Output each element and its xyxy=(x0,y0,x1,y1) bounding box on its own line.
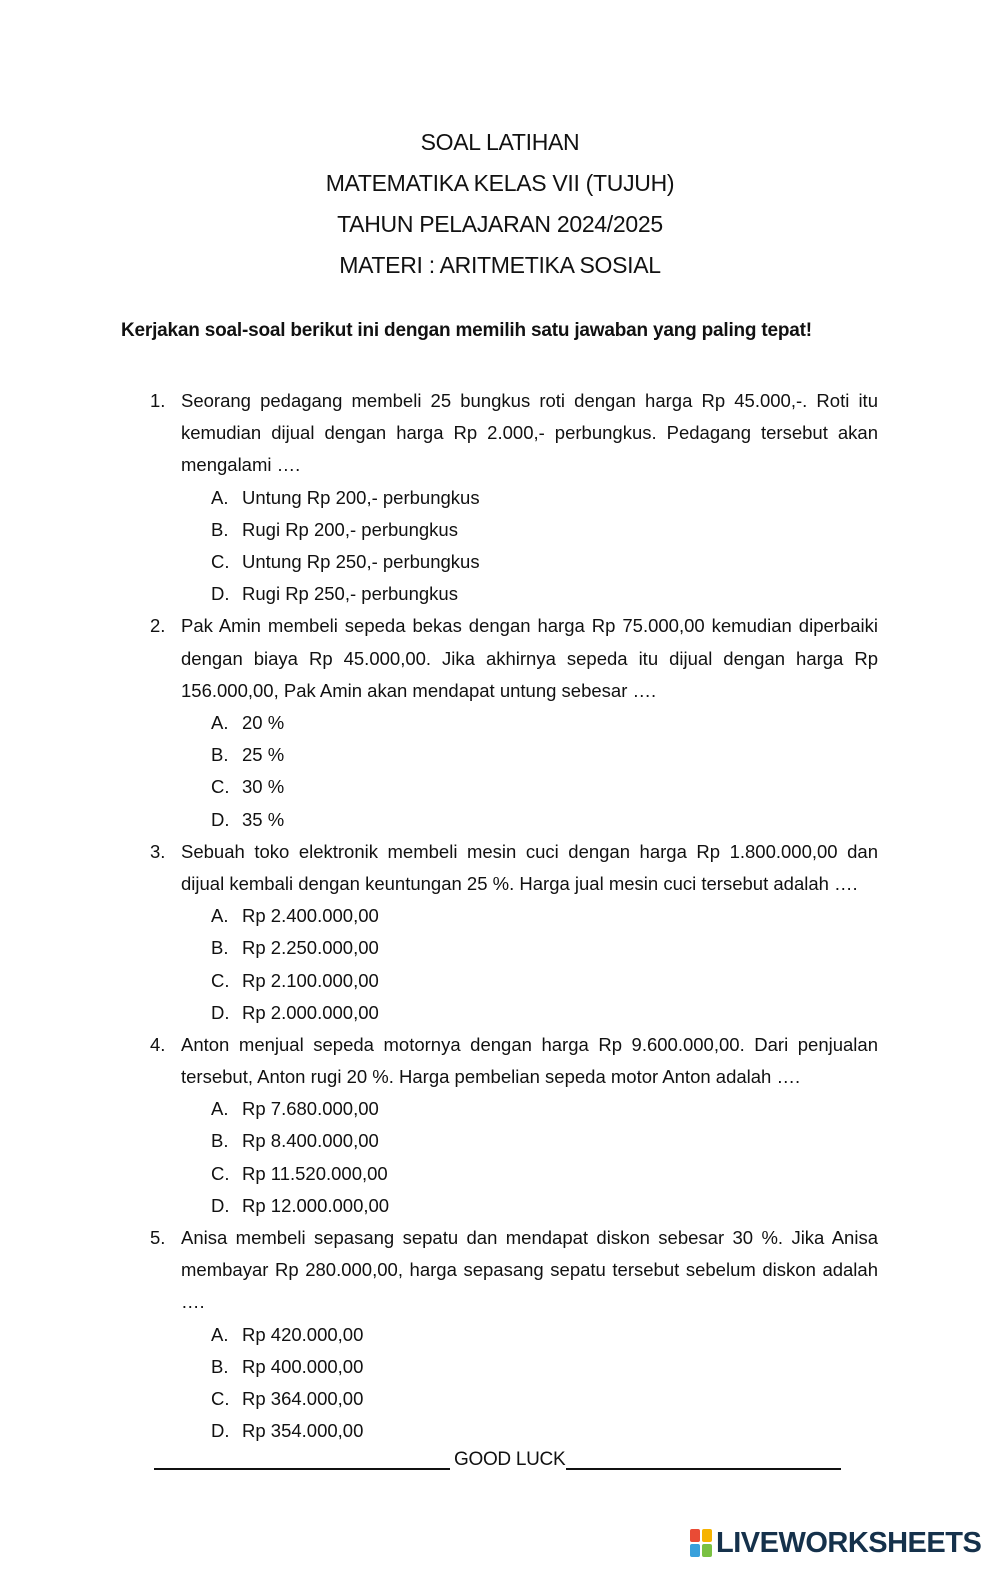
document-header xyxy=(0,122,1000,286)
question-1 xyxy=(150,385,878,610)
logo-square-blue xyxy=(690,1544,700,1557)
question-text: Anisa membeli sepasang sepatu dan mendapat diskon sebesar 30 %. Jika Anisa membayar Rp 280.000,00, harga sepasang sepatu tersebut sebelum diskon adalah …. xyxy=(181,1227,878,1313)
option-letter: B. xyxy=(211,937,229,959)
option-item[interactable] xyxy=(150,900,878,932)
logo-square-yellow xyxy=(702,1529,712,1542)
option-letter: D. xyxy=(211,1194,230,1216)
option-text: Untung Rp 200,- perbungkus xyxy=(242,486,480,508)
option-letter: C. xyxy=(211,550,230,572)
option-item[interactable] xyxy=(150,804,878,836)
logo-square-red xyxy=(690,1529,700,1542)
question-2 xyxy=(150,610,878,835)
question-number: 1. xyxy=(150,390,166,411)
option-item[interactable] xyxy=(150,514,878,546)
option-letter: B. xyxy=(211,518,229,540)
option-item[interactable] xyxy=(150,739,878,771)
question-4 xyxy=(150,1029,878,1222)
footer-good-luck xyxy=(154,1446,844,1474)
option-item[interactable] xyxy=(150,578,878,610)
option-text: Rp 12.000.000,00 xyxy=(242,1194,390,1216)
question-text: Anton menjual sepeda motornya dengan harga Rp 9.600.000,00. Dari penjualan tersebut, Anton rugi 20 %. Harga pembelian sepeda motor Anton adalah …. xyxy=(181,1033,878,1088)
option-item[interactable] xyxy=(150,932,878,964)
question-number: 5. xyxy=(150,1227,166,1249)
question-number: 4. xyxy=(150,1033,166,1055)
option-letter: D. xyxy=(211,583,230,605)
option-item[interactable] xyxy=(150,1190,878,1222)
question-number: 3. xyxy=(150,840,166,862)
option-letter: A. xyxy=(211,486,229,508)
question-text: Pak Amin membeli sepeda bekas dengan harga Rp 75.000,00 kemudian diperbaiki dengan biaya Rp 45.000,00. Jika akhirnya sepeda itu dijual dengan harga Rp 156.000,00, Pak Amin akan mendapat untung sebesar …. xyxy=(181,615,878,701)
option-letter: C. xyxy=(211,776,230,798)
header-subject: MATEMATIKA KELAS VII (TUJUH) xyxy=(325,170,675,196)
option-text: Rp 11.520.000,00 xyxy=(242,1162,388,1184)
option-item[interactable] xyxy=(150,1319,878,1351)
option-text: Untung Rp 250,- perbungkus xyxy=(242,550,480,572)
option-text: Rp 364.000,00 xyxy=(242,1388,364,1410)
question-text: Sebuah toko elektronik membeli mesin cuci dengan harga Rp 1.800.000,00 dan dijual kembali dengan keuntungan 25 %. Harga jual mesin cuci tersebut adalah …. xyxy=(181,840,878,894)
option-text: 25 % xyxy=(242,744,285,766)
footer-rule-left xyxy=(154,1446,450,1470)
option-text: 35 % xyxy=(242,808,285,830)
option-text: 20 % xyxy=(242,711,285,733)
option-text: Rp 2.400.000,00 xyxy=(242,905,379,927)
option-text: Rp 400.000,00 xyxy=(242,1355,364,1377)
good-luck-text: GOOD LUCK xyxy=(454,1449,566,1470)
question-5 xyxy=(150,1222,878,1447)
option-letter: A. xyxy=(211,1323,229,1345)
header-topic: MATERI : ARITMETIKA SOSIAL xyxy=(339,252,661,278)
logo-square-green xyxy=(702,1544,712,1557)
question-list xyxy=(150,385,878,1447)
option-letter: C. xyxy=(211,1162,230,1184)
option-item[interactable] xyxy=(150,1158,878,1190)
option-text: Rp 2.250.000,00 xyxy=(242,937,379,959)
option-item[interactable] xyxy=(150,1093,878,1125)
question-number: 2. xyxy=(150,615,166,637)
instruction-text: Kerjakan soal-soal berikut ini dengan memilih satu jawaban yang paling tepat! xyxy=(121,320,812,341)
option-item[interactable] xyxy=(150,1125,878,1157)
option-item[interactable] xyxy=(150,1415,878,1447)
question-text: Seorang pedagang membeli 25 bungkus roti dengan harga Rp 45.000,-. Roti itu kemudian dijual dengan harga Rp 2.000,- perbungkus. Pedagang tersebut akan mengalami …. xyxy=(181,390,878,476)
option-item[interactable] xyxy=(150,965,878,997)
option-item[interactable] xyxy=(150,546,878,578)
option-text: Rp 7.680.000,00 xyxy=(242,1098,379,1120)
option-text: Rp 354.000,00 xyxy=(242,1420,364,1442)
header-school-year: TAHUN PELAJARAN 2024/2025 xyxy=(337,211,663,237)
option-letter: D. xyxy=(211,1420,230,1442)
option-letter: D. xyxy=(211,1001,230,1023)
option-item[interactable] xyxy=(150,1383,878,1415)
option-text: Rp 2.100.000,00 xyxy=(242,969,379,991)
option-item[interactable] xyxy=(150,1351,878,1383)
option-item[interactable] xyxy=(150,997,878,1029)
option-text: Rugi Rp 250,- perbungkus xyxy=(242,583,458,605)
liveworksheets-logo-icon xyxy=(690,1529,712,1557)
option-letter: B. xyxy=(211,1355,229,1377)
option-letter: A. xyxy=(211,1098,229,1120)
option-item[interactable] xyxy=(150,771,878,803)
option-letter: D. xyxy=(211,808,230,830)
option-text: Rp 8.400.000,00 xyxy=(242,1130,379,1152)
option-item[interactable] xyxy=(150,707,878,739)
option-letter: A. xyxy=(211,905,229,927)
option-letter: B. xyxy=(211,744,229,766)
option-text: Rugi Rp 200,- perbungkus xyxy=(242,518,458,540)
footer-rule-right xyxy=(566,1446,841,1470)
header-title: SOAL LATIHAN xyxy=(420,129,580,155)
option-letter: C. xyxy=(211,969,230,991)
option-text: 30 % xyxy=(242,776,285,798)
brand-name: LIVEWORKSHEETS xyxy=(716,1526,982,1559)
liveworksheets-brand xyxy=(690,1525,981,1561)
option-letter: B. xyxy=(211,1130,229,1152)
question-3 xyxy=(150,836,878,1029)
option-text: Rp 2.000.000,00 xyxy=(242,1001,379,1023)
option-item[interactable] xyxy=(150,482,878,514)
option-letter: A. xyxy=(211,711,229,733)
option-letter: C. xyxy=(211,1388,230,1410)
option-text: Rp 420.000,00 xyxy=(242,1323,364,1345)
